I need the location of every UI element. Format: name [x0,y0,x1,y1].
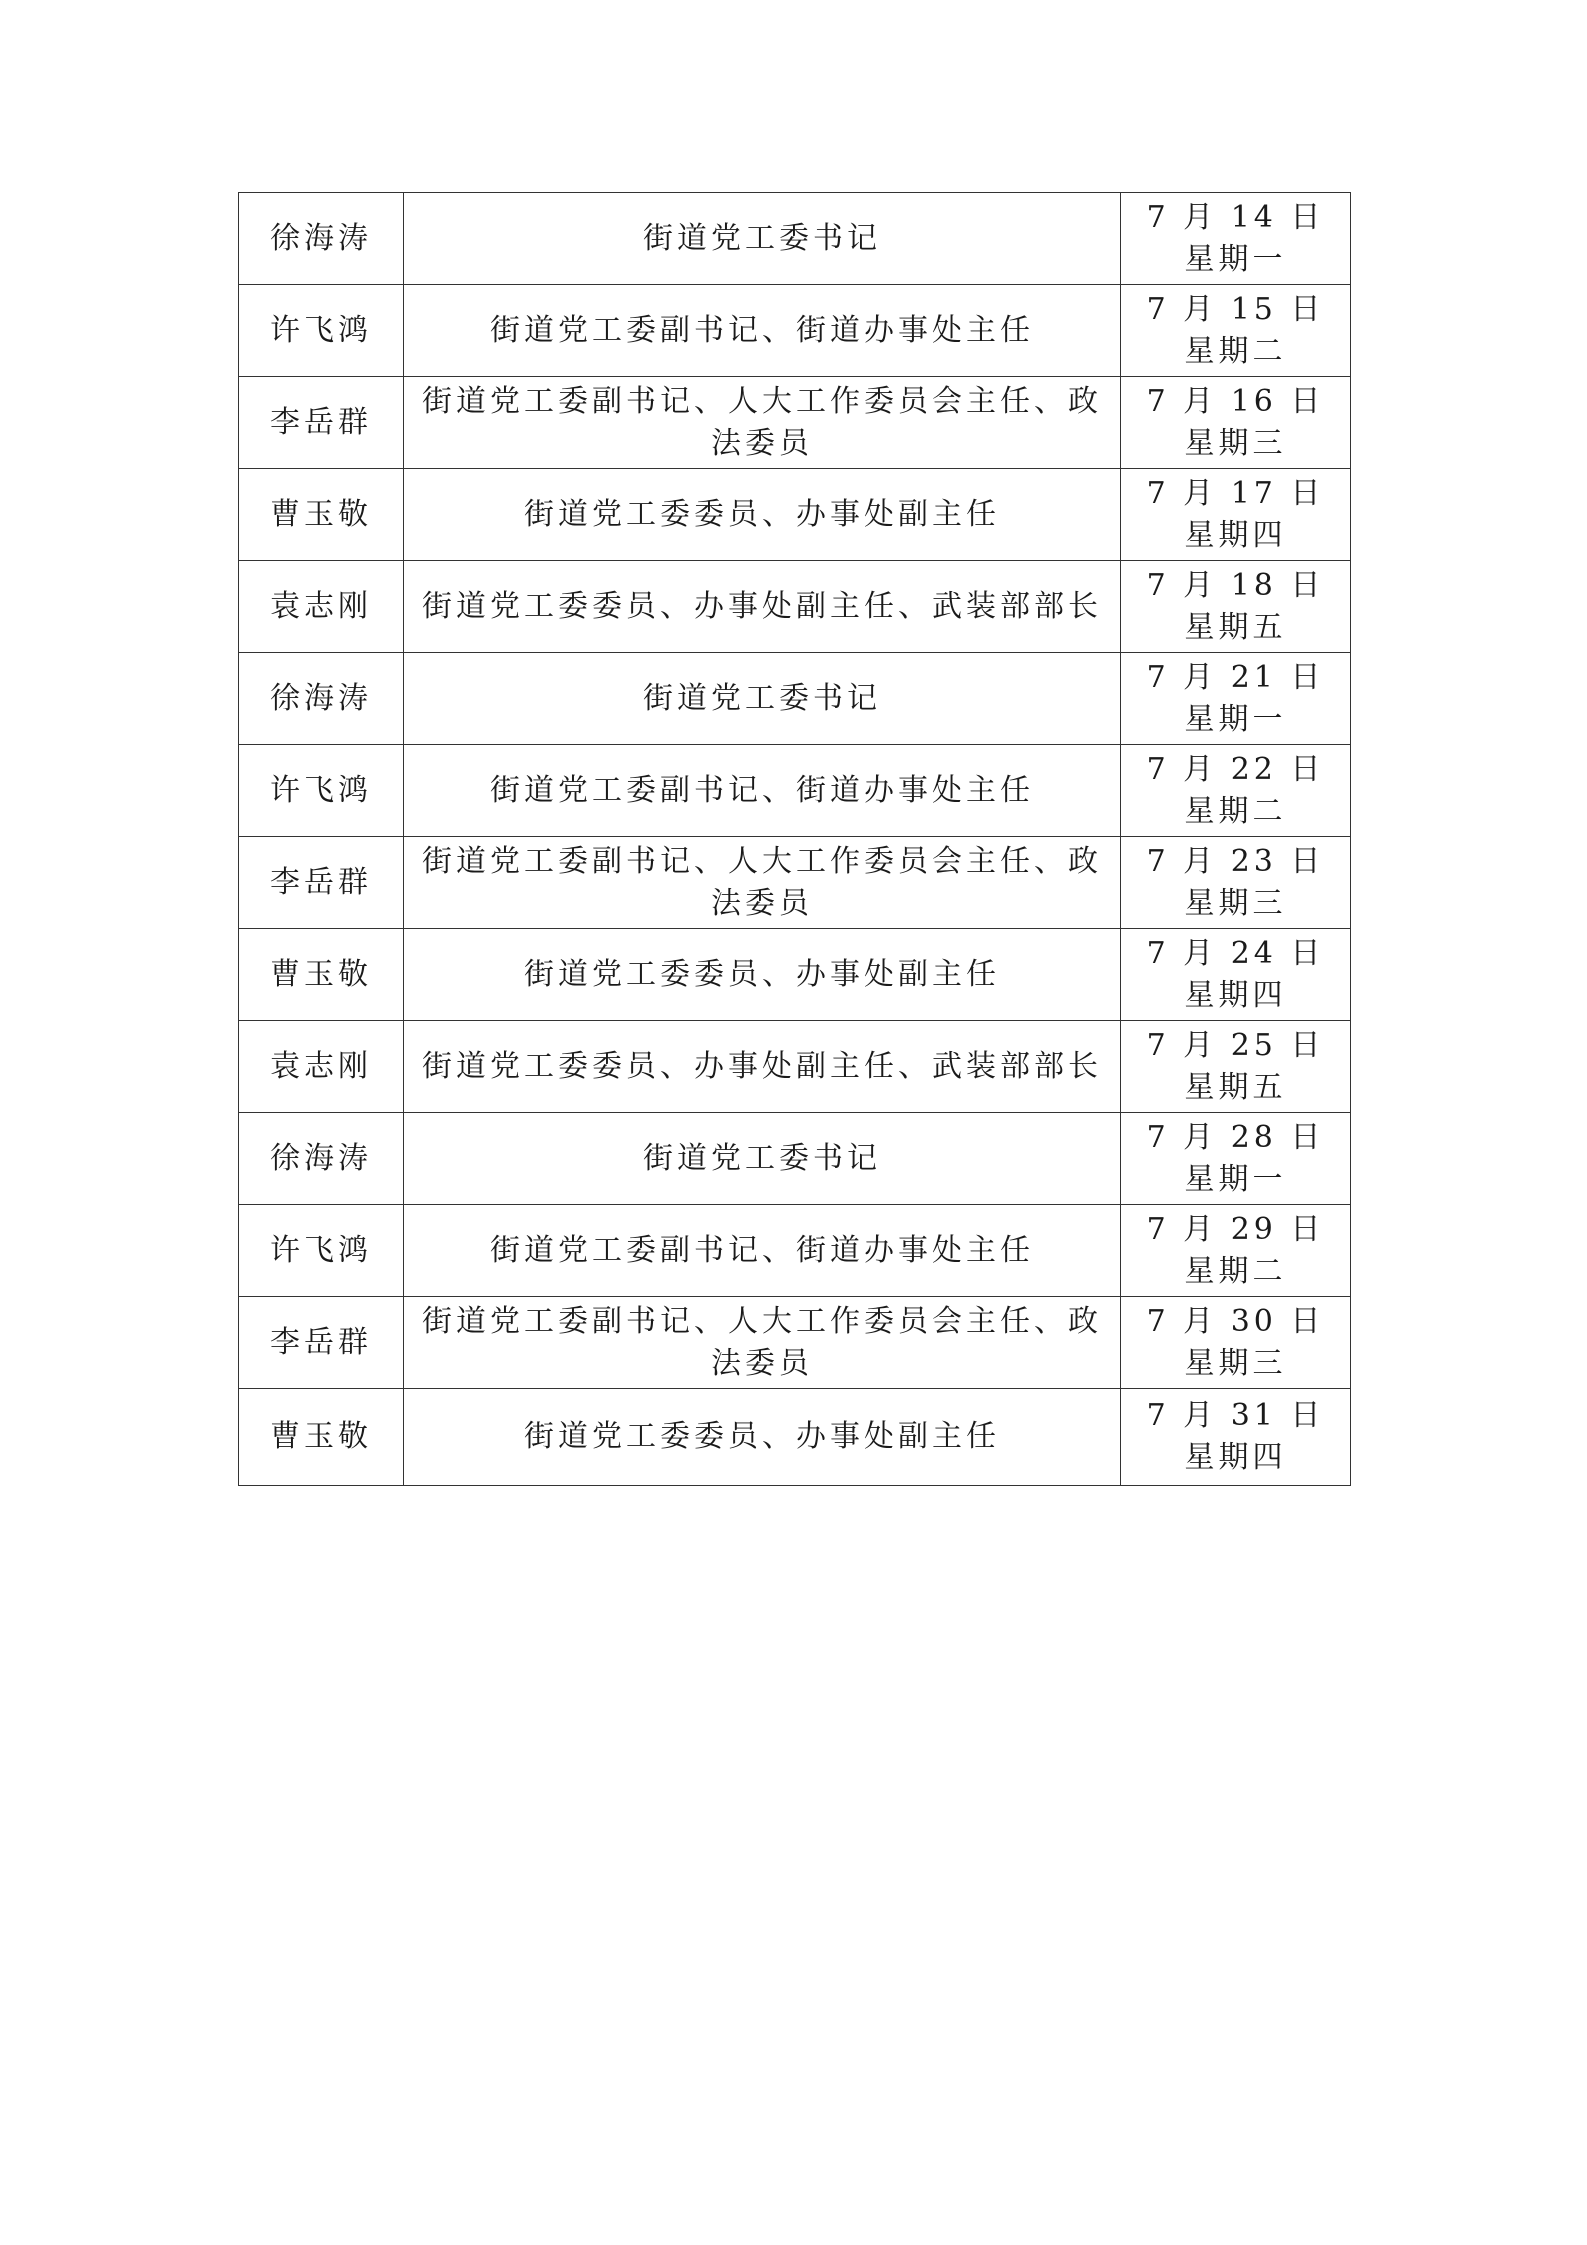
duty-date: 7 月 18 日 [1146,567,1325,603]
leader-position: 街道党工委委员、办事处副主任、武装部部长 [404,1021,1121,1113]
table-row [239,285,1351,377]
duty-date-cell [1121,653,1351,745]
leader-name: 李岳群 [239,377,404,469]
duty-date: 7 月 22 日 [1146,751,1325,787]
duty-date: 7 月 23 日 [1146,843,1325,879]
duty-weekday: 星期三 [1184,425,1287,461]
leader-name: 曹玉敬 [239,1389,404,1486]
leader-name: 袁志刚 [239,561,404,653]
duty-date: 7 月 24 日 [1146,935,1325,971]
duty-weekday: 星期一 [1184,1161,1287,1197]
duty-date-cell [1121,1205,1351,1297]
duty-date: 7 月 31 日 [1146,1398,1325,1433]
table-row [239,193,1351,285]
duty-date: 7 月 15 日 [1146,291,1325,327]
table-row [239,1205,1351,1297]
leader-name: 许飞鸿 [239,285,404,377]
table-row [239,1021,1351,1113]
table-row [239,1389,1351,1486]
table-row [239,469,1351,561]
duty-date-cell [1121,1297,1351,1389]
leader-position: 街道党工委副书记、人大工作委员会主任、政法委员 [404,1297,1121,1389]
duty-date-cell [1121,1113,1351,1205]
leader-position: 街道党工委委员、办事处副主任、武装部部长 [404,561,1121,653]
leader-name: 李岳群 [239,837,404,929]
table-row [239,653,1351,745]
leader-name: 许飞鸿 [239,1205,404,1297]
duty-date: 7 月 17 日 [1146,475,1325,511]
duty-date: 7 月 25 日 [1146,1027,1325,1063]
table-row [239,837,1351,929]
duty-schedule-body [239,193,1351,1486]
duty-weekday: 星期四 [1184,1440,1287,1475]
leader-name: 徐海涛 [239,653,404,745]
leader-name: 李岳群 [239,1297,404,1389]
leader-position: 街道党工委副书记、人大工作委员会主任、政法委员 [404,837,1121,929]
leader-name: 许飞鸿 [239,745,404,837]
duty-weekday: 星期五 [1184,609,1287,645]
leader-name: 曹玉敬 [239,929,404,1021]
leader-position: 街道党工委副书记、街道办事处主任 [404,745,1121,837]
leader-position: 街道党工委委员、办事处副主任 [404,1389,1121,1486]
duty-weekday: 星期二 [1184,1253,1287,1289]
duty-date: 7 月 30 日 [1146,1303,1325,1339]
duty-date: 7 月 29 日 [1146,1211,1325,1247]
duty-date-cell [1121,561,1351,653]
duty-date-cell [1121,193,1351,285]
duty-date-cell [1121,1021,1351,1113]
duty-weekday: 星期二 [1184,793,1287,829]
leader-position: 街道党工委副书记、人大工作委员会主任、政法委员 [404,377,1121,469]
leader-name: 袁志刚 [239,1021,404,1113]
leader-position: 街道党工委委员、办事处副主任 [404,469,1121,561]
table-row [239,1113,1351,1205]
leader-position: 街道党工委副书记、街道办事处主任 [404,1205,1121,1297]
duty-weekday: 星期二 [1184,333,1287,369]
duty-date: 7 月 28 日 [1146,1119,1325,1155]
duty-weekday: 星期三 [1184,1345,1287,1381]
duty-weekday: 星期五 [1184,1069,1287,1105]
duty-date-cell [1121,469,1351,561]
duty-weekday: 星期四 [1184,977,1287,1013]
duty-date: 7 月 14 日 [1146,199,1325,235]
table-row [239,377,1351,469]
leader-position: 街道党工委委员、办事处副主任 [404,929,1121,1021]
duty-weekday: 星期四 [1184,517,1287,553]
table-row [239,929,1351,1021]
duty-date-cell [1121,1389,1351,1486]
duty-date-cell [1121,377,1351,469]
leader-position: 街道党工委书记 [404,653,1121,745]
duty-date: 7 月 16 日 [1146,383,1325,419]
leader-position: 街道党工委书记 [404,193,1121,285]
leader-name: 曹玉敬 [239,469,404,561]
table-row [239,745,1351,837]
duty-weekday: 星期一 [1184,241,1287,277]
table-row [239,1297,1351,1389]
leader-position: 街道党工委书记 [404,1113,1121,1205]
duty-weekday: 星期一 [1184,701,1287,737]
leader-name: 徐海涛 [239,1113,404,1205]
duty-date: 7 月 21 日 [1146,659,1325,695]
duty-weekday: 星期三 [1184,885,1287,921]
duty-date-cell [1121,285,1351,377]
leader-position: 街道党工委副书记、街道办事处主任 [404,285,1121,377]
duty-date-cell [1121,745,1351,837]
table-row [239,561,1351,653]
duty-date-cell [1121,929,1351,1021]
duty-schedule-table [238,192,1351,1486]
leader-name: 徐海涛 [239,193,404,285]
duty-date-cell [1121,837,1351,929]
